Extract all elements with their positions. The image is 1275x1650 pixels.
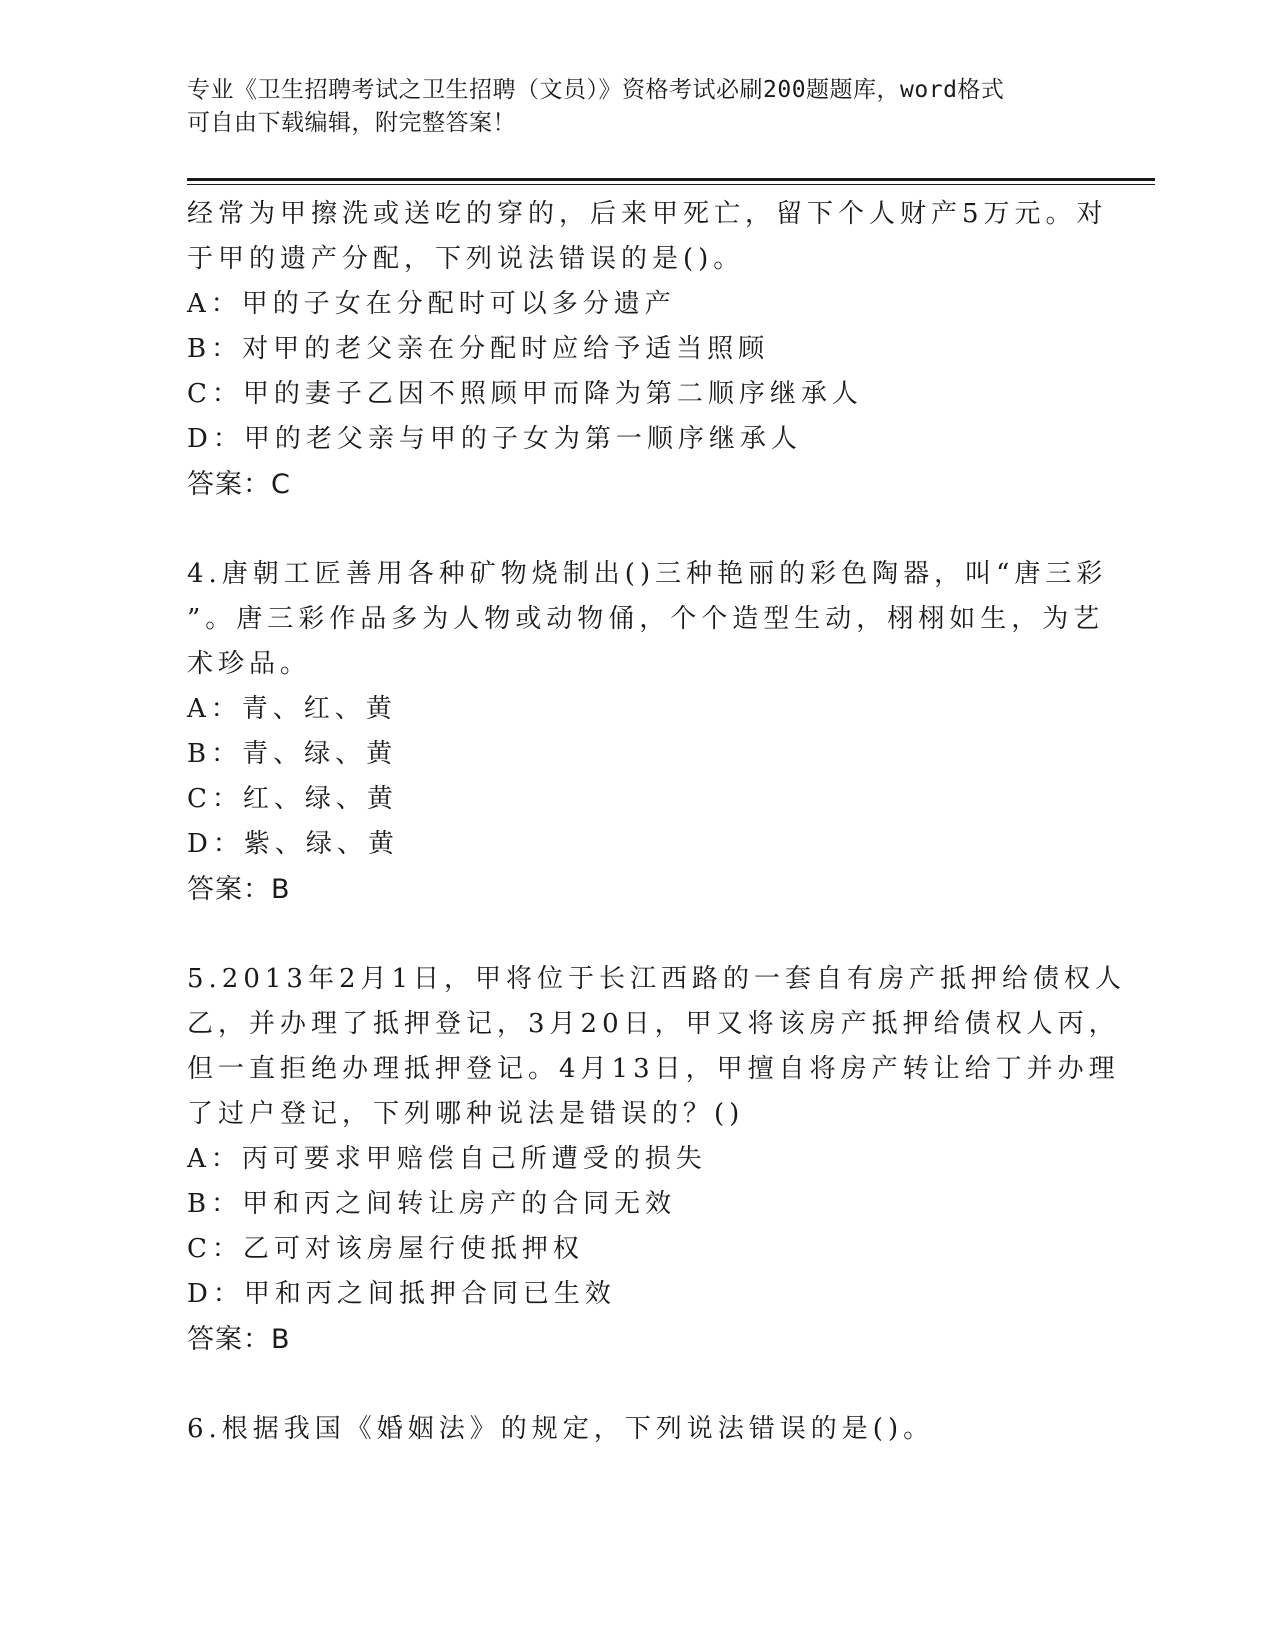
question-stem-line: ”。唐三彩作品多为人物或动物俑，个个造型生动，栩栩如生，为艺 [187,604,1105,634]
option-c: C：乙可对该房屋行使抵押权 [187,1234,584,1264]
header-title-line-2: 可自由下载编辑，附完整答案！ [187,110,516,136]
header-divider-thin [187,184,1155,185]
question-5 [187,957,1127,1363]
document-header [187,74,1067,140]
question-spacer [187,508,1067,552]
question-4 [187,552,1108,913]
option-b: B：对甲的老父亲在分配时应给予适当照顾 [187,334,770,364]
option-a: A：丙可要求甲赔偿自己所遭受的损失 [187,1144,707,1174]
answer-line: 答案：C [187,469,291,500]
question-stem-line: 4.唐朝工匠善用各种矿物烧制出()三种艳丽的彩色陶器，叫“唐三彩 [187,559,1108,589]
header-title-line-1: 专业《卫生招聘考试之卫生招聘（文员）》资格考试必刷200题题库，word格式 [187,77,1005,103]
question-stem-line: 5.2013年2月1日，甲将位于长江西路的一套自有房产抵押给债权人 [187,964,1127,994]
question-stem-line: 乙，并办理了抵押登记，3月20日，甲又将该房产抵押给债权人丙， [187,1009,1120,1039]
option-a: A：甲的子女在分配时可以多分遗产 [187,289,676,319]
option-b: B：青、绿、黄 [187,739,398,769]
question-stem-line: 了过户登记，下列哪种说法是错误的？() [187,1099,745,1129]
option-d: D：紫、绿、黄 [187,829,399,859]
answer-line: 答案：B [187,874,291,905]
question-stem-line: 术珍品。 [187,649,312,679]
header-divider-thick [187,178,1155,181]
answer-line: 答案：B [187,1324,291,1355]
question-3 [187,192,1108,508]
option-a: A：青、红、黄 [187,694,397,724]
question-stem-line: 6.根据我国《婚姻法》的规定，下列说法错误的是()。 [187,1414,935,1444]
question-stem-line: 于甲的遗产分配，下列说法错误的是()。 [187,244,745,274]
question-stem-line: 经常为甲擦洗或送吃的穿的，后来甲死亡，留下个人财产5万元。对 [187,199,1108,229]
option-b: B：甲和丙之间转让房产的合同无效 [187,1189,677,1219]
question-spacer [187,913,1067,957]
option-d: D：甲的老父亲与甲的子女为第一顺序继承人 [187,424,802,454]
option-c: C：红、绿、黄 [187,784,398,814]
question-6 [187,1407,1067,1452]
question-stem-line: 但一直拒绝办理抵押登记。4月13日，甲擅自将房产转让给丁并办理 [187,1054,1120,1084]
question-list [187,192,1127,1452]
option-c: C：甲的妻子乙因不照顾甲而降为第二顺序继承人 [187,379,863,409]
question-spacer [187,1363,1067,1407]
option-d: D：甲和丙之间抵押合同已生效 [187,1279,616,1309]
